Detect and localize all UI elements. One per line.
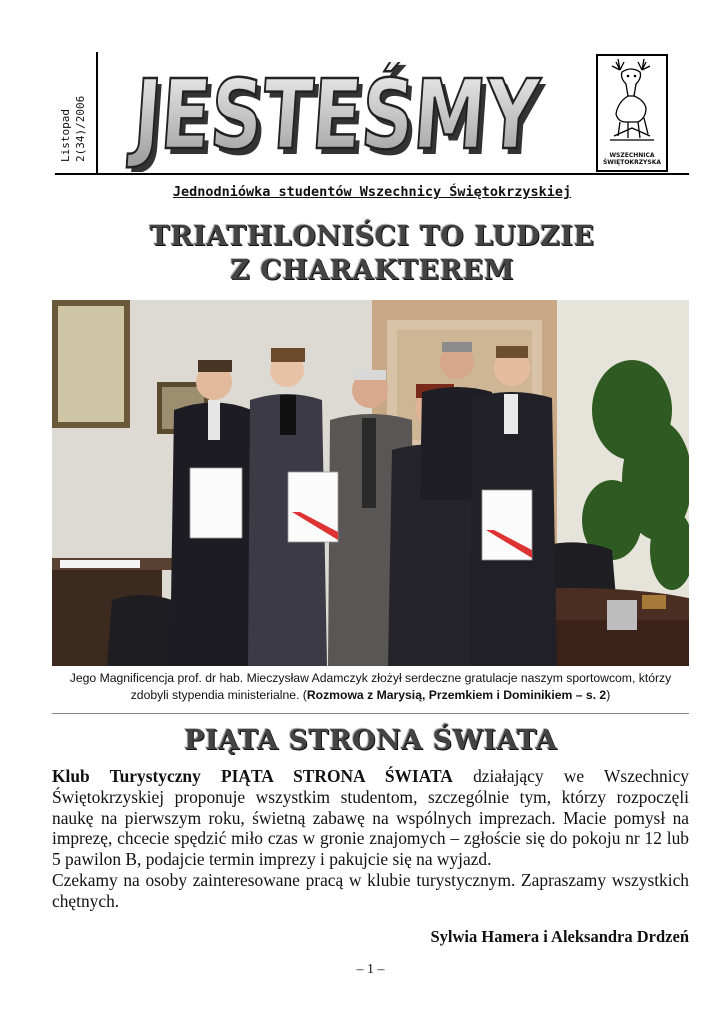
article2-body <box>52 766 689 912</box>
article2-paragraph1 <box>52 766 689 870</box>
article2-author: Sylwia Hamera i Aleksandra Drdzeń <box>430 927 689 946</box>
article1-headline-line2: Z CHARAKTEREM <box>230 255 514 286</box>
university-emblem <box>596 54 668 172</box>
emblem-caption-line2: ŚWIĘTOKRZYSKA <box>602 159 662 166</box>
masthead-divider-horizontal <box>55 173 689 175</box>
issue-month: Listopad <box>59 109 72 162</box>
title-text: JESTEŚMY <box>130 62 566 171</box>
caption-text: Jego Magnificencja prof. dr hab. Mieczysław Adamczyk złożył serdeczne gratulacje naszym sportowcom, którzy zdobyli stypendia ministerialne. ( <box>69 671 672 702</box>
article2-lead: Klub Turystyczny PIĄTA STRONA ŚWIATA <box>52 766 453 786</box>
article2-paragraph2: Czekamy na osoby zainteresowane pracą w klubie turystycznym. Zapraszamy wszystkich chętnych. <box>52 869 689 911</box>
caption-end: ) <box>606 688 611 702</box>
section-separator <box>52 713 689 714</box>
deer-icon <box>598 56 666 146</box>
article2-paragraph1-text: działający we Wszechnicy Świętokrzyskiej proponuje wszystkim studentom, szczególnie tym, którzy rozpoczęli naukę na pierwszym roku, świetną zabawę na wspólnych imprezach. Macie pomysł na imprezę, chcecie spędzić miło czas w gronie znajomych – zgłoście się do pokoju nr 12 lub 5 pawilon B, podajcie termin imprezy i pakujcie się na wyjazd. <box>52 766 689 870</box>
masthead-title <box>118 62 566 172</box>
tagline: Jednodniówka studentów Wszechnicy Świętokrzyskiej <box>172 184 572 200</box>
article1-headline <box>55 220 689 288</box>
page-number: – 1 – <box>356 962 385 977</box>
group-photo <box>52 300 689 666</box>
issue-info <box>58 72 98 162</box>
article2-headline: PIĄTA STRONA ŚWIATA <box>184 725 557 756</box>
issue-number: 2(34)/2006 <box>74 95 87 162</box>
article1-headline-line1: TRIATHLONIŚCI TO LUDZIE <box>149 221 595 252</box>
caption-reference: Rozmowa z Marysią, Przemkiem i Dominikiem – s. 2 <box>306 688 607 702</box>
title-shadow: JESTEŚMY <box>134 65 566 172</box>
emblem-caption-line1: WSZECHNICA <box>609 152 655 159</box>
masthead-divider-vertical <box>96 52 98 174</box>
photo-caption <box>52 670 689 704</box>
